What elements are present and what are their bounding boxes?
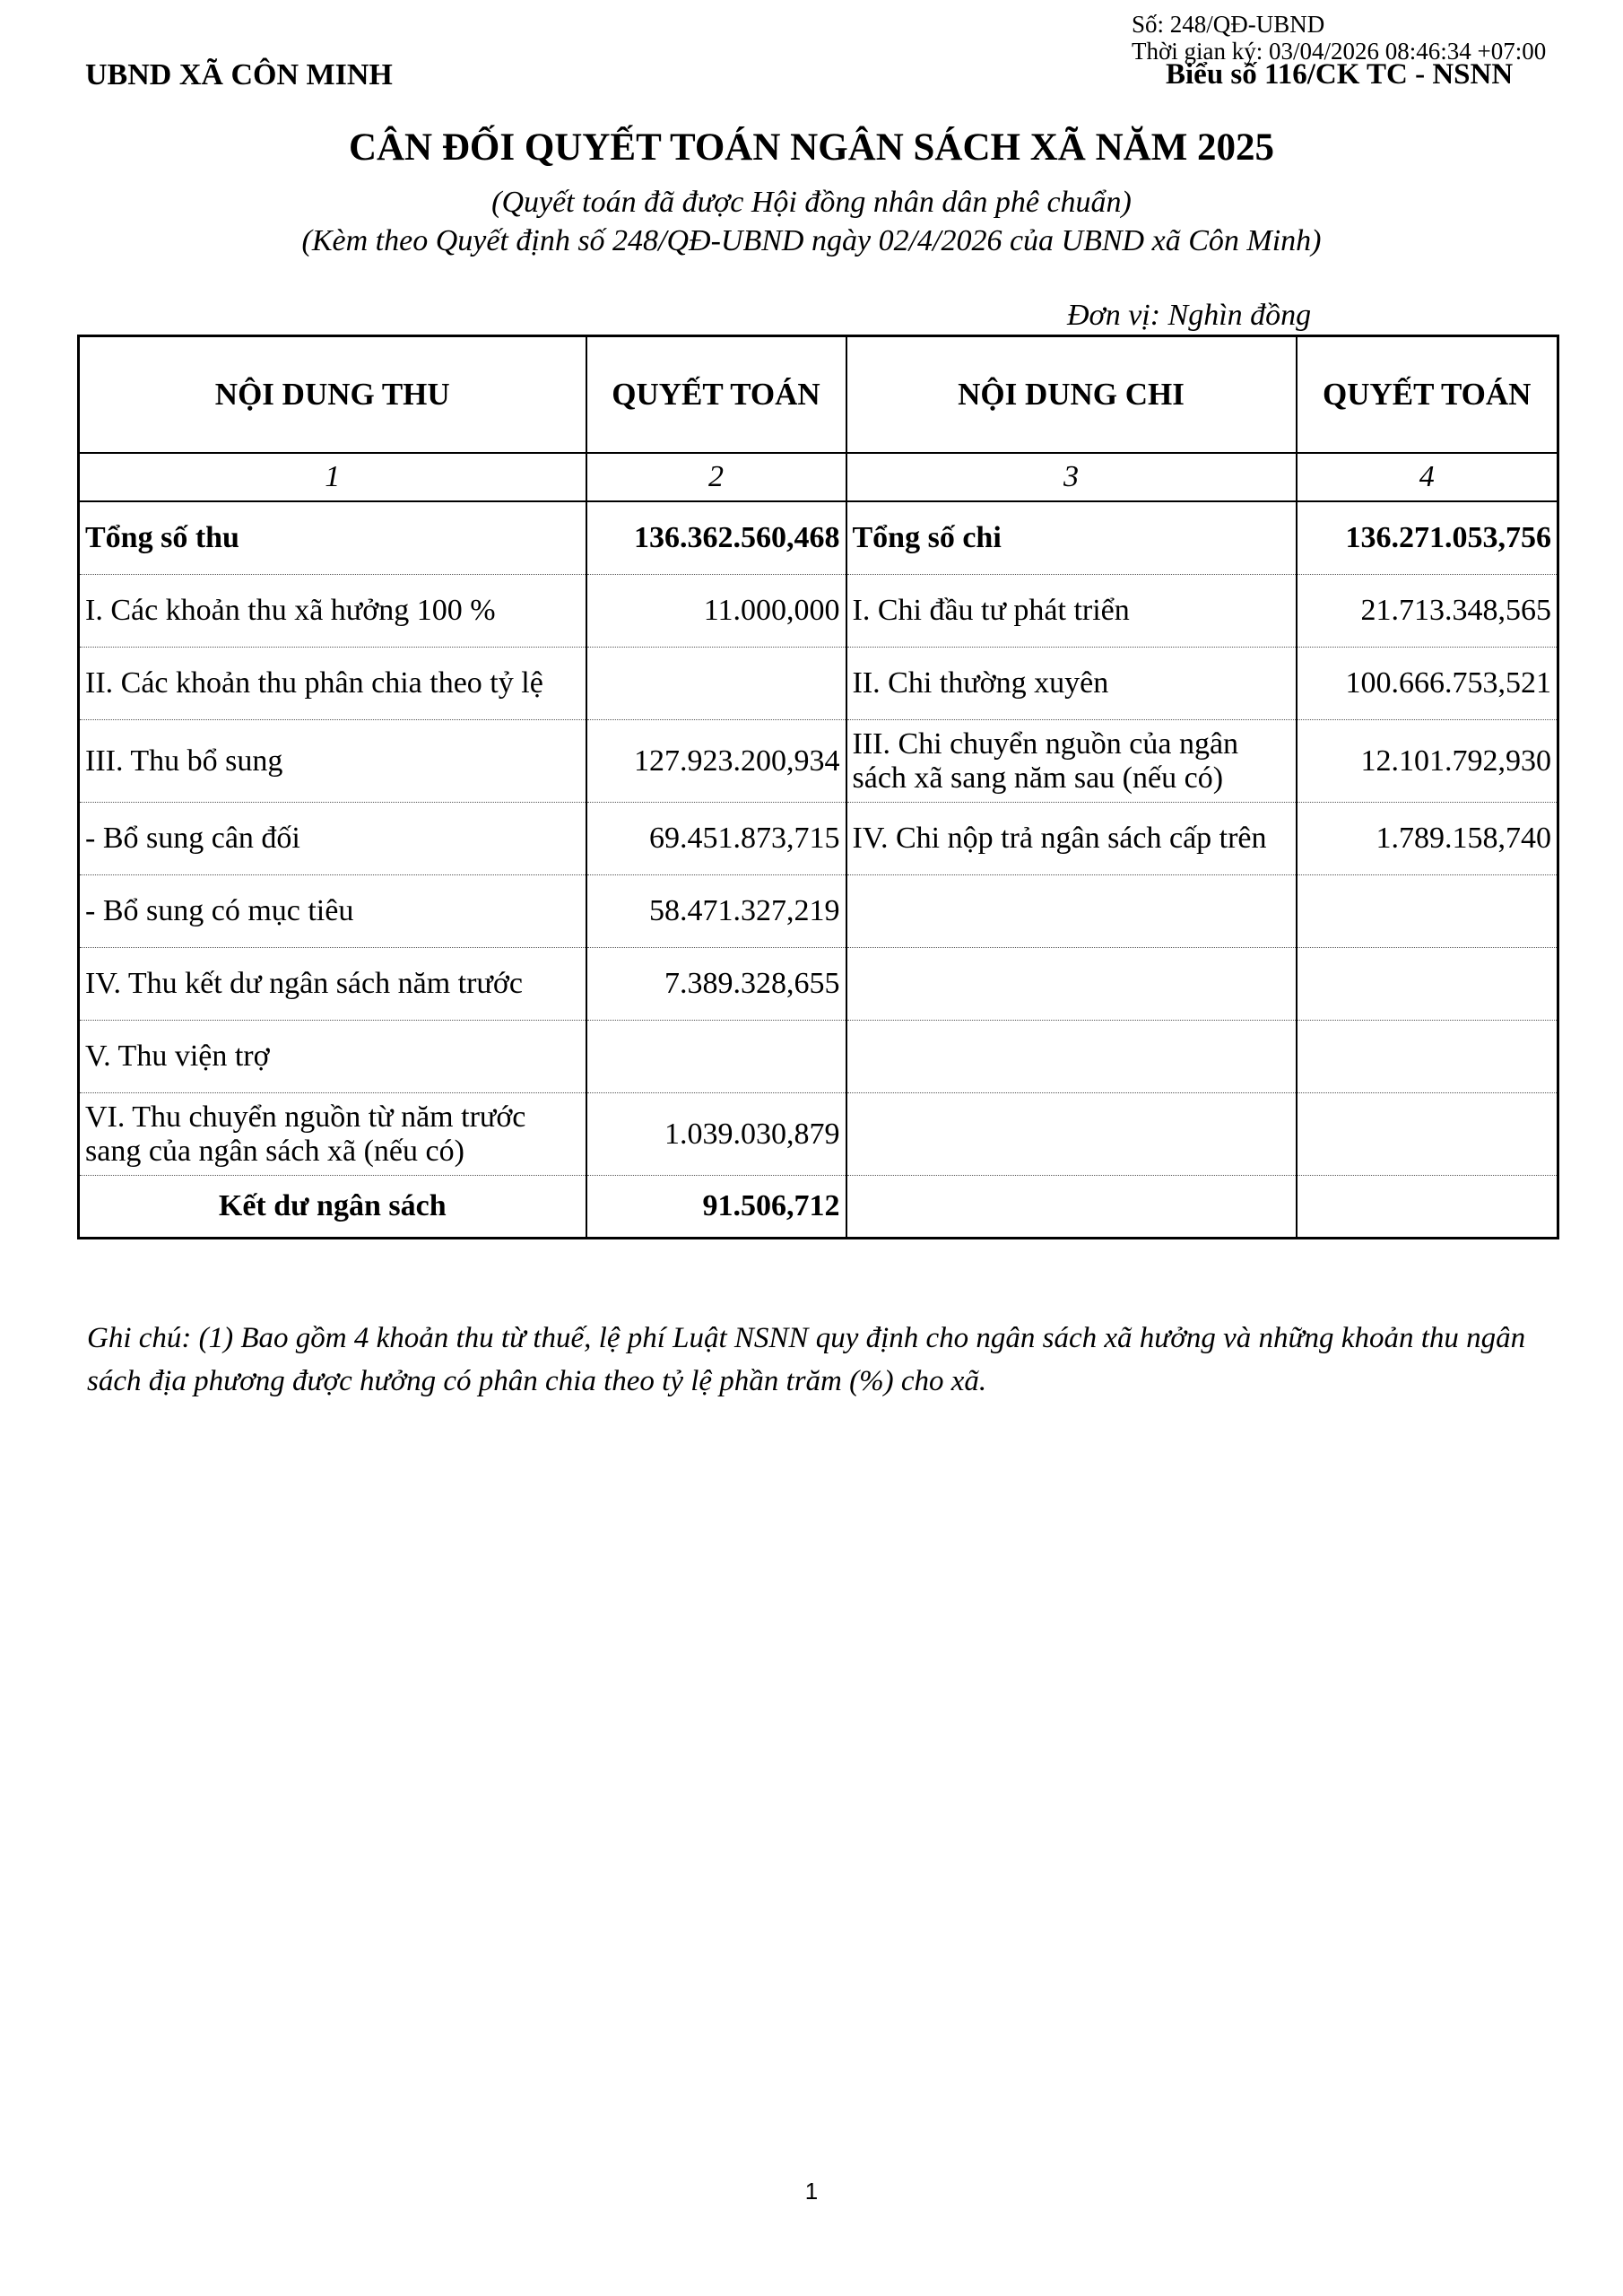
income-value: 1.039.030,879 xyxy=(586,1093,846,1176)
table-row xyxy=(79,720,1558,803)
header-income-settlement: QUYẾT TOÁN xyxy=(586,336,846,454)
header-expense-settlement: QUYẾT TOÁN xyxy=(1297,336,1558,454)
expense-label: II. Chi thường xuyên xyxy=(846,648,1297,720)
table-row xyxy=(79,1021,1558,1093)
income-value xyxy=(586,1021,846,1093)
signature-doc-number: Số: 248/QĐ-UBND xyxy=(1132,11,1325,38)
expense-label xyxy=(846,1093,1297,1176)
expense-label xyxy=(846,1176,1297,1239)
table-row xyxy=(79,1093,1558,1176)
table-row xyxy=(79,501,1558,575)
expense-value xyxy=(1297,1093,1558,1176)
expense-label: IV. Chi nộp trả ngân sách cấp trên xyxy=(846,803,1297,875)
page-number: 1 xyxy=(804,2178,819,2205)
income-label: II. Các khoản thu phân chia theo tỷ lệ xyxy=(79,648,586,720)
form-number: Biểu số 116/CK TC - NSNN xyxy=(1166,58,1514,91)
document-subtitle-decision: (Kèm theo Quyết định số 248/QĐ-UBND ngày 02/4/2026 của UBND xã Côn Minh) xyxy=(301,224,1322,257)
column-number: 1 xyxy=(79,453,586,501)
income-label: III. Thu bổ sung xyxy=(79,720,586,803)
table-row-budget-balance xyxy=(79,1176,1558,1239)
expense-value xyxy=(1297,875,1558,948)
income-value: 11.000,000 xyxy=(586,575,846,648)
budget-balance-table xyxy=(77,335,1559,1239)
income-label: VI. Thu chuyển nguồn từ năm trước sang của ngân sách xã (nếu có) xyxy=(79,1093,586,1176)
expense-value: 12.101.792,930 xyxy=(1297,720,1558,803)
column-number: 4 xyxy=(1297,453,1558,501)
column-number-row xyxy=(79,453,1558,501)
table-row xyxy=(79,875,1558,948)
document-title: CÂN ĐỐI QUYẾT TOÁN NGÂN SÁCH XÃ NĂM 2025 xyxy=(348,126,1275,169)
income-value: 69.451.873,715 xyxy=(586,803,846,875)
expense-label xyxy=(846,1021,1297,1093)
expense-label xyxy=(846,948,1297,1021)
expense-value xyxy=(1297,1021,1558,1093)
income-label: V. Thu viện trợ xyxy=(79,1021,586,1093)
header-expense-content: NỘI DUNG CHI xyxy=(846,336,1297,454)
income-label: - Bổ sung có mục tiêu xyxy=(79,875,586,948)
income-value: 91.506,712 xyxy=(586,1176,846,1239)
income-value: 127.923.200,934 xyxy=(586,720,846,803)
signature-time: Thời gian ký: 03/04/2026 08:46:34 +07:00 xyxy=(1132,38,1547,65)
income-value: 58.471.327,219 xyxy=(586,875,846,948)
header-income-content: NỘI DUNG THU xyxy=(79,336,586,454)
income-label: I. Các khoản thu xã hưởng 100 % xyxy=(79,575,586,648)
column-number: 2 xyxy=(586,453,846,501)
expense-value: 136.271.053,756 xyxy=(1297,501,1558,575)
income-value: 7.389.328,655 xyxy=(586,948,846,1021)
income-label: IV. Thu kết dư ngân sách năm trước xyxy=(79,948,586,1021)
footnote: Ghi chú: (1) Bao gồm 4 khoản thu từ thuế, lệ phí Luật NSNN quy định cho ngân sách xã hưởng và những khoản thu ngân sách địa phương được hưởng có phân chia theo tỷ lệ phần trăm (%) cho xã. xyxy=(87,1322,1526,1397)
table-row xyxy=(79,575,1558,648)
table-row xyxy=(79,803,1558,875)
expense-value xyxy=(1297,948,1558,1021)
document-subtitle-approval: (Quyết toán đã được Hội đồng nhân dân phê chuẩn) xyxy=(491,186,1132,219)
table-row xyxy=(79,648,1558,720)
expense-label: I. Chi đầu tư phát triển xyxy=(846,575,1297,648)
income-label: Tổng số thu xyxy=(79,501,586,575)
column-number: 3 xyxy=(846,453,1297,501)
expense-label: III. Chi chuyển nguồn của ngân sách xã sang năm sau (nếu có) xyxy=(846,720,1297,803)
expense-value: 100.666.753,521 xyxy=(1297,648,1558,720)
income-label: - Bổ sung cân đối xyxy=(79,803,586,875)
expense-value xyxy=(1297,1176,1558,1239)
expense-value: 21.713.348,565 xyxy=(1297,575,1558,648)
unit-label: Đơn vị: Nghìn đồng xyxy=(1067,299,1312,332)
table-header-row xyxy=(79,336,1558,454)
expense-label: Tổng số chi xyxy=(846,501,1297,575)
agency-name: UBND XÃ CÔN MINH xyxy=(85,58,393,91)
expense-value: 1.789.158,740 xyxy=(1297,803,1558,875)
expense-label xyxy=(846,875,1297,948)
table-row xyxy=(79,948,1558,1021)
income-label: Kết dư ngân sách xyxy=(79,1176,586,1239)
income-value: 136.362.560,468 xyxy=(586,501,846,575)
income-value xyxy=(586,648,846,720)
